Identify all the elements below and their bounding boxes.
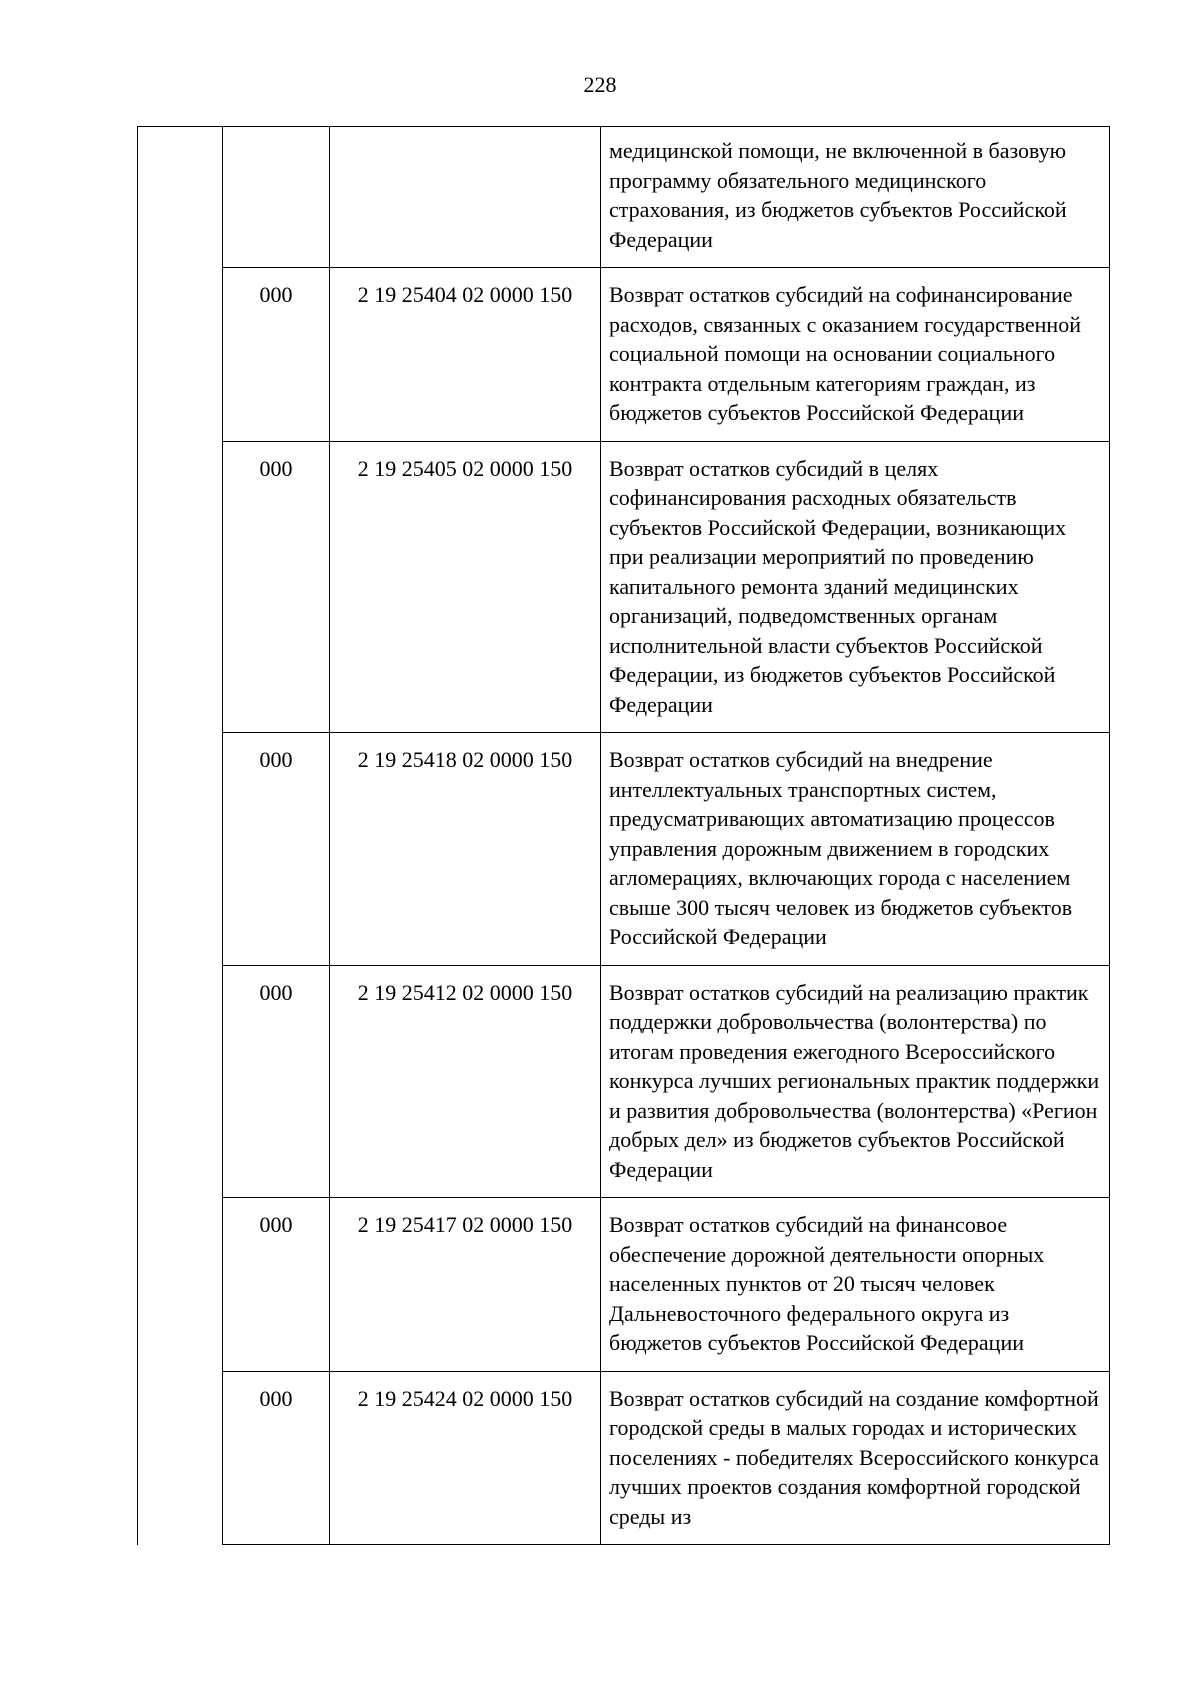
table-row (138, 441, 1110, 733)
table-row (138, 733, 1110, 966)
description-cell: Возврат остатков субсидий на реализацию практик поддержки добровольчества (волонтерства) по итогам проведения ежегодного Всероссийского конкурса лучших региональных практик поддержки и развития добровольчества (волонтерства) «Регион добрых дел» из бюджетов субъектов Российской Федерации (601, 965, 1110, 1198)
description-cell: Возврат остатков субсидий в целях софинансирования расходных обязательств субъектов Российской Федерации, возникающих при реализации мероприятий по проведению капитального ремонта зданий медицинских организаций, подведомственных органам исполнительной власти субъектов Российской Федерации, из бюджетов субъектов Российской Федерации (601, 441, 1110, 733)
admin-code-cell: 000 (223, 965, 330, 1198)
admin-code-cell: 000 (223, 268, 330, 442)
budget-code-cell (330, 127, 601, 268)
budget-code-cell: 2 19 25412 02 0000 150 (330, 965, 601, 1198)
description-cell: Возврат остатков субсидий на внедрение интеллектуальных транспортных систем, предусматривающих автоматизацию процессов управления дорожным движением в городских агломерациях, включающих города с населением свыше 300 тысяч человек из бюджетов субъектов Российской Федерации (601, 733, 1110, 966)
budget-code-cell: 2 19 25417 02 0000 150 (330, 1198, 601, 1372)
description-cell: Возврат остатков субсидий на софинансирование расходов, связанных с оказанием государственной социальной помощи на основании социального контракта отдельным категориям граждан, из бюджетов субъектов Российской Федерации (601, 268, 1110, 442)
table-row (138, 1198, 1110, 1372)
row-group-cell (138, 127, 223, 1545)
budget-code-cell: 2 19 25404 02 0000 150 (330, 268, 601, 442)
budget-code-cell: 2 19 25405 02 0000 150 (330, 441, 601, 733)
description-cell: Возврат остатков субсидий на создание комфортной городской среды в малых городах и исторических поселениях - победителях Всероссийского конкурса лучших проектов создания комфортной городской среды из (601, 1371, 1110, 1545)
page-number: 228 (583, 72, 617, 97)
budget-codes-table (137, 126, 1110, 1545)
budget-code-cell: 2 19 25418 02 0000 150 (330, 733, 601, 966)
table-row (138, 965, 1110, 1198)
table-row (138, 1371, 1110, 1545)
description-cell: Возврат остатков субсидий на финансовое обеспечение дорожной деятельности опорных населенных пунктов от 20 тысяч человек Дальневосточного федерального округа из бюджетов субъектов Российской Федерации (601, 1198, 1110, 1372)
admin-code-cell: 000 (223, 441, 330, 733)
admin-code-cell: 000 (223, 1371, 330, 1545)
description-cell: медицинской помощи, не включенной в базовую программу обязательного медицинского страхования, из бюджетов субъектов Российской Федерации (601, 127, 1110, 268)
table-row (138, 127, 1110, 268)
admin-code-cell (223, 127, 330, 268)
admin-code-cell: 000 (223, 1198, 330, 1372)
table-row (138, 268, 1110, 442)
admin-code-cell: 000 (223, 733, 330, 966)
budget-code-cell: 2 19 25424 02 0000 150 (330, 1371, 601, 1545)
